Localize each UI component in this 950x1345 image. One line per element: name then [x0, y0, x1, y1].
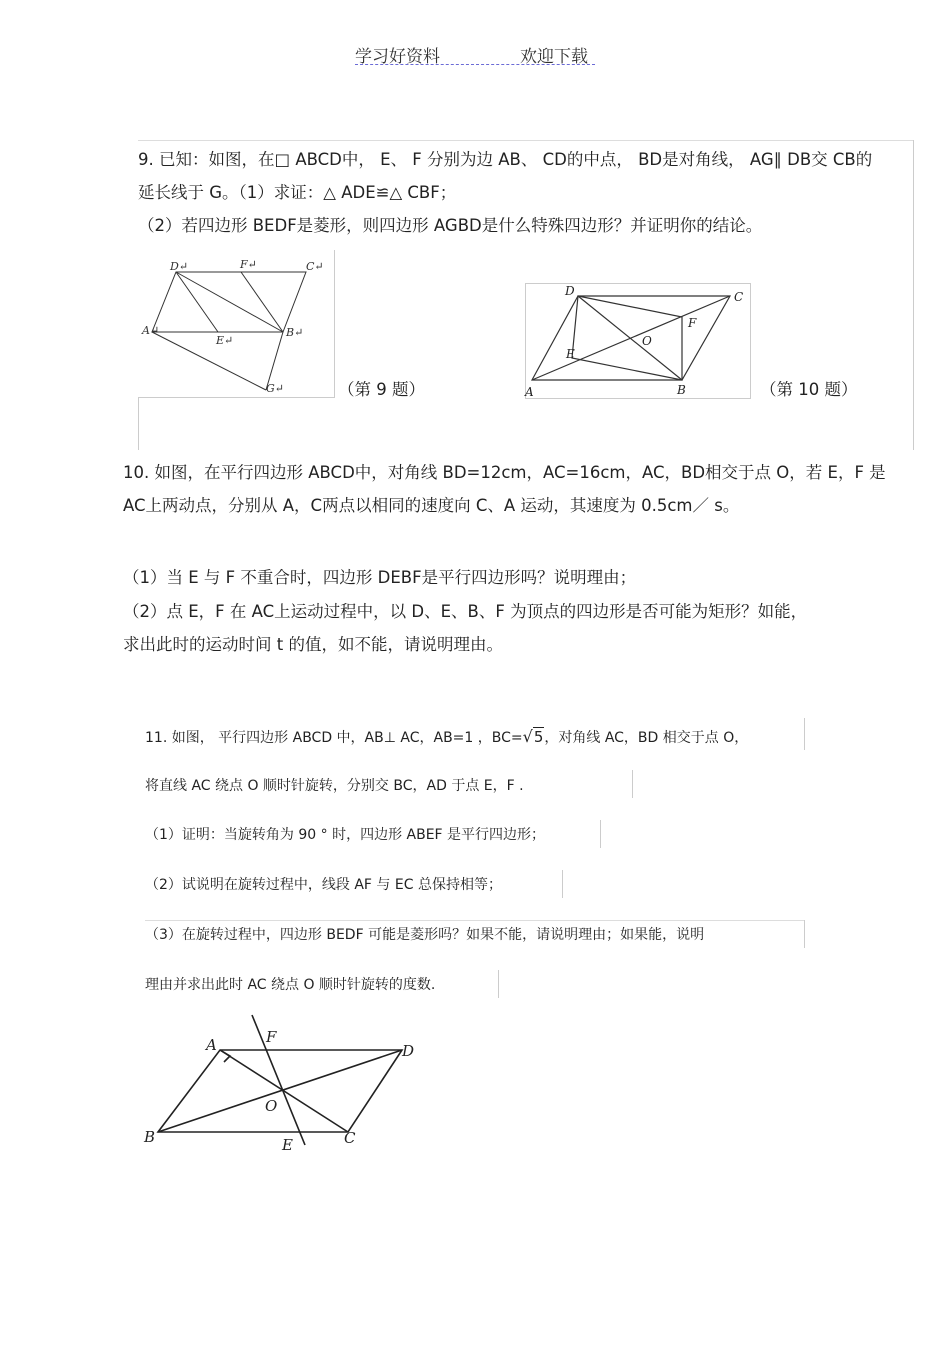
q9-frame-left: [138, 398, 139, 450]
q9-line1: 9. 已知：如图，在□ ABCD中， E、 F 分别为边 AB、 CD的中点， BD是对角线， AG∥ DB交 CB的: [138, 150, 873, 169]
q10-part2b: 求出此时的运动时间 t 的值，如不能，请说明理由。: [123, 635, 503, 654]
q9-label-B: B↵: [286, 326, 304, 339]
q11-label-E: E: [282, 1136, 293, 1154]
q11-figure: [140, 1010, 430, 1160]
q9-label-A: A↵: [142, 324, 160, 337]
q10-label-C: C: [734, 290, 744, 304]
header-left: 学习好资料: [355, 47, 440, 67]
q11-sep-3: [600, 820, 601, 848]
q10-figure: [520, 280, 760, 405]
q10-figure-caption: （第 10 题）: [760, 380, 858, 399]
q11-line1-b: ，对角线 AC，BD 相交于点 O，: [544, 730, 749, 746]
q11-sqrt-value: 5: [533, 728, 544, 746]
q11-label-D: D: [402, 1042, 415, 1060]
q10-label-F: F: [688, 316, 697, 330]
q9-label-D: D↵: [170, 260, 189, 273]
q10-line2: AC上两动点，分别从 A，C两点以相同的速度向 C、A 运动，其速度为 0.5cm／ s。: [123, 496, 740, 515]
q11-part1: （1）证明：当旋转角为 90 ° 时，四边形 ABEF 是平行四边形；: [145, 827, 546, 843]
q9-line3: （2）若四边形 BEDF是菱形，则四边形 AGBD是什么特殊四边形？并证明你的结论。: [138, 216, 763, 235]
q10-part1: （1）当 E 与 F 不重合时，四边形 DEBF是平行四边形吗？说明理由；: [123, 568, 637, 587]
q11-label-A: A: [206, 1036, 217, 1054]
q11-line2: 将直线 AC 绕点 O 顺时针旋转，分别交 BC，AD 于点 E，F .: [145, 778, 524, 794]
q11-part3: （3）在旋转过程中，四边形 BEDF 可能是菱形吗？如果不能，请说明理由；如果能，说明: [145, 927, 705, 943]
q9-line2: 延长线于 G。（1）求证：△ ADE≌△ CBF；: [138, 183, 457, 202]
q10-label-B: B: [677, 383, 686, 397]
sqrt-symbol: √5: [522, 727, 544, 746]
header-right: 欢迎下载: [520, 47, 588, 67]
q9-label-E: E↵: [216, 334, 234, 347]
q9-frame-right: [913, 140, 914, 450]
q11-part3b: 理由并求出此时 AC 绕点 O 顺时针旋转的度数.: [145, 977, 436, 993]
q11-part2: （2）试说明在旋转过程中，线段 AF 与 EC 总保持相等；: [145, 877, 502, 893]
q11-sep-1: [804, 718, 805, 750]
q11-label-C: C: [344, 1129, 356, 1147]
q9-label-C: C↵: [306, 260, 324, 273]
q9-figure-caption: （第 9 题）: [338, 380, 425, 399]
header-divider: [355, 64, 595, 65]
q10-label-O: O: [642, 334, 652, 348]
q9-label-F: F↵: [240, 258, 257, 271]
q11-sep-4: [562, 870, 563, 898]
q10-label-D: D: [565, 284, 575, 298]
q10-line1: 10. 如图，在平行四边形 ABCD中，对角线 BD=12cm，AC=16cm，AC，BD相交于点 O，若 E，F 是: [123, 463, 886, 482]
q11-label-B: B: [144, 1128, 156, 1146]
q11-label-F: F: [266, 1028, 277, 1046]
q10-part2: （2）点 E，F 在 AC上运动过程中，以 D、E、B、F 为顶点的四边形是否可能为矩形？如能，: [123, 602, 808, 621]
q11-line1: [145, 729, 748, 745]
q11-line1-a: 11. 如图， 平行四边形 ABCD 中，AB⊥ AC，AB=1 ，BC=: [145, 730, 523, 746]
q11-sep-7: [498, 970, 499, 998]
q11-sep-2: [632, 770, 633, 798]
q10-label-E: E: [566, 347, 575, 361]
q9-figure: [138, 250, 338, 400]
q9-label-G: G↵: [266, 382, 285, 395]
q10-label-A: A: [525, 385, 534, 399]
q11-label-O: O: [265, 1097, 278, 1115]
q11-sep-6: [804, 920, 805, 948]
q9-frame-top: [138, 140, 914, 141]
q11-sep-5: [145, 920, 805, 921]
